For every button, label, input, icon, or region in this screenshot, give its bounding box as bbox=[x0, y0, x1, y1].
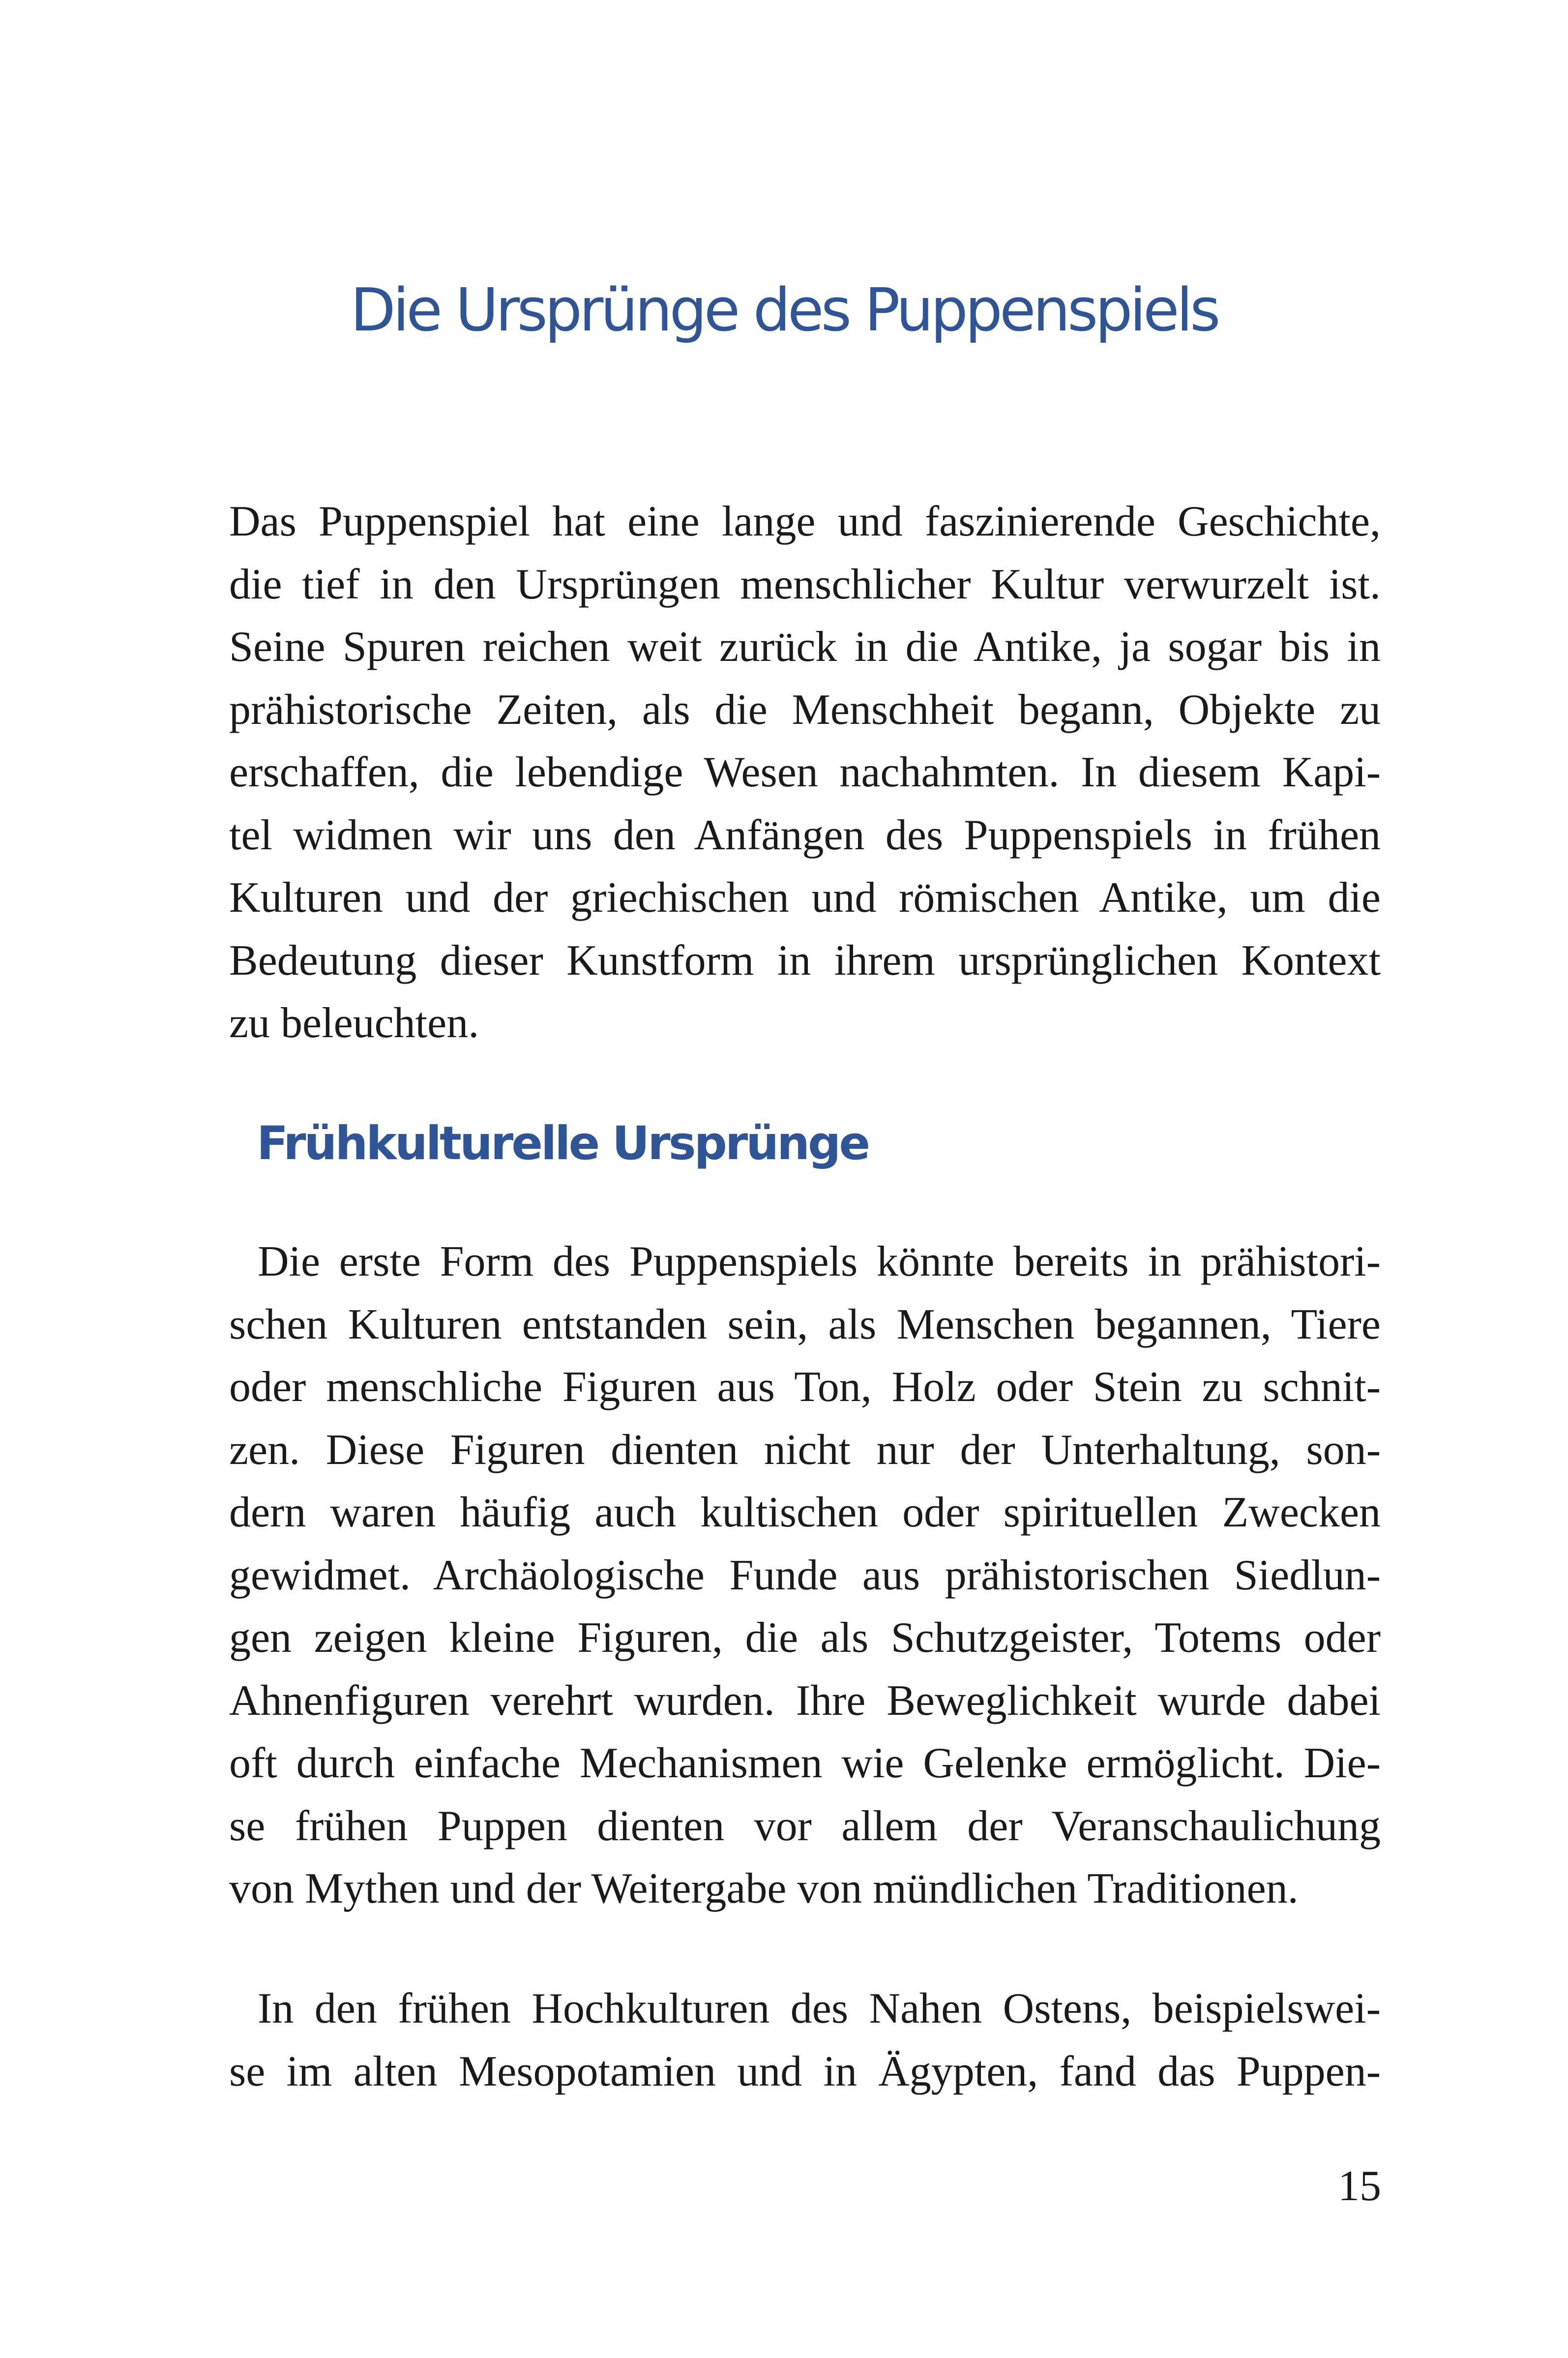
section-paragraph bbox=[229, 1230, 1381, 1920]
text-line: Das Puppenspiel hat eine lange und faszinierende Geschichte, bbox=[229, 498, 1381, 545]
text-line: die tief in den Ursprüngen menschlicher Kultur verwurzelt ist. bbox=[229, 560, 1381, 608]
text-line: oft durch einfache Mechanismen wie Gelenke ermöglicht. Die- bbox=[229, 1739, 1381, 1787]
text-line: zu beleuchten. bbox=[229, 999, 479, 1047]
text-line: dern waren häufig auch kultischen oder spirituellen Zwecken bbox=[229, 1489, 1381, 1536]
text-line: In den frühen Hochkulturen des Nahen Ostens, beispielswei- bbox=[258, 1985, 1381, 2032]
chapter-title: Die Ursprünge des Puppenspiels bbox=[350, 276, 1218, 345]
intro-paragraph bbox=[229, 490, 1381, 1055]
text-line: oder menschliche Figuren aus Ton, Holz oder Stein zu schnit- bbox=[229, 1363, 1381, 1411]
text-line: zen. Diese Figuren dienten nicht nur der Unterhaltung, son- bbox=[229, 1426, 1381, 1474]
section-paragraph bbox=[229, 1977, 1381, 2103]
text-line: Kulturen und der griechischen und römischen Antike, um die bbox=[229, 874, 1381, 922]
text-line: prähistorische Zeiten, als die Menschheit begann, Objekte zu bbox=[229, 686, 1381, 734]
section-heading: Frühkulturelle Ursprünge bbox=[257, 1117, 869, 1170]
text-line: Ahnenfiguren verehrt wurden. Ihre Beweglichkeit wurde dabei bbox=[229, 1676, 1381, 1725]
text-line: Bedeutung dieser Kunstform in ihrem ursprünglichen Kontext bbox=[229, 936, 1381, 985]
text-line: tel widmen wir uns den Anfängen des Puppenspiels in frühen bbox=[229, 811, 1381, 859]
text-line: se frühen Puppen dienten vor allem der Veranschaulichung bbox=[229, 1802, 1381, 1850]
text-line: gen zeigen kleine Figuren, die als Schutzgeister, Totems oder bbox=[229, 1614, 1381, 1662]
text-line: erschaffen, die lebendige Wesen nachahmten. In diesem Kapi- bbox=[229, 748, 1381, 796]
text-line: Die erste Form des Puppenspiels könnte bereits in prähistori- bbox=[258, 1238, 1381, 1285]
text-line: se im alten Mesopotamien und in Ägypten, fand das Puppen- bbox=[229, 2047, 1381, 2095]
text-line: Seine Spuren reichen weit zurück in die Antike, ja sogar bis in bbox=[229, 623, 1381, 671]
text-line: von Mythen und der Weitergabe von mündlichen Traditionen. bbox=[229, 1865, 1299, 1912]
page-number: 15 bbox=[1338, 2162, 1381, 2210]
text-line: gewidmet. Archäologische Funde aus prähistorischen Siedlun- bbox=[229, 1551, 1381, 1599]
text-line: schen Kulturen entstanden sein, als Menschen begannen, Tiere bbox=[229, 1300, 1381, 1348]
